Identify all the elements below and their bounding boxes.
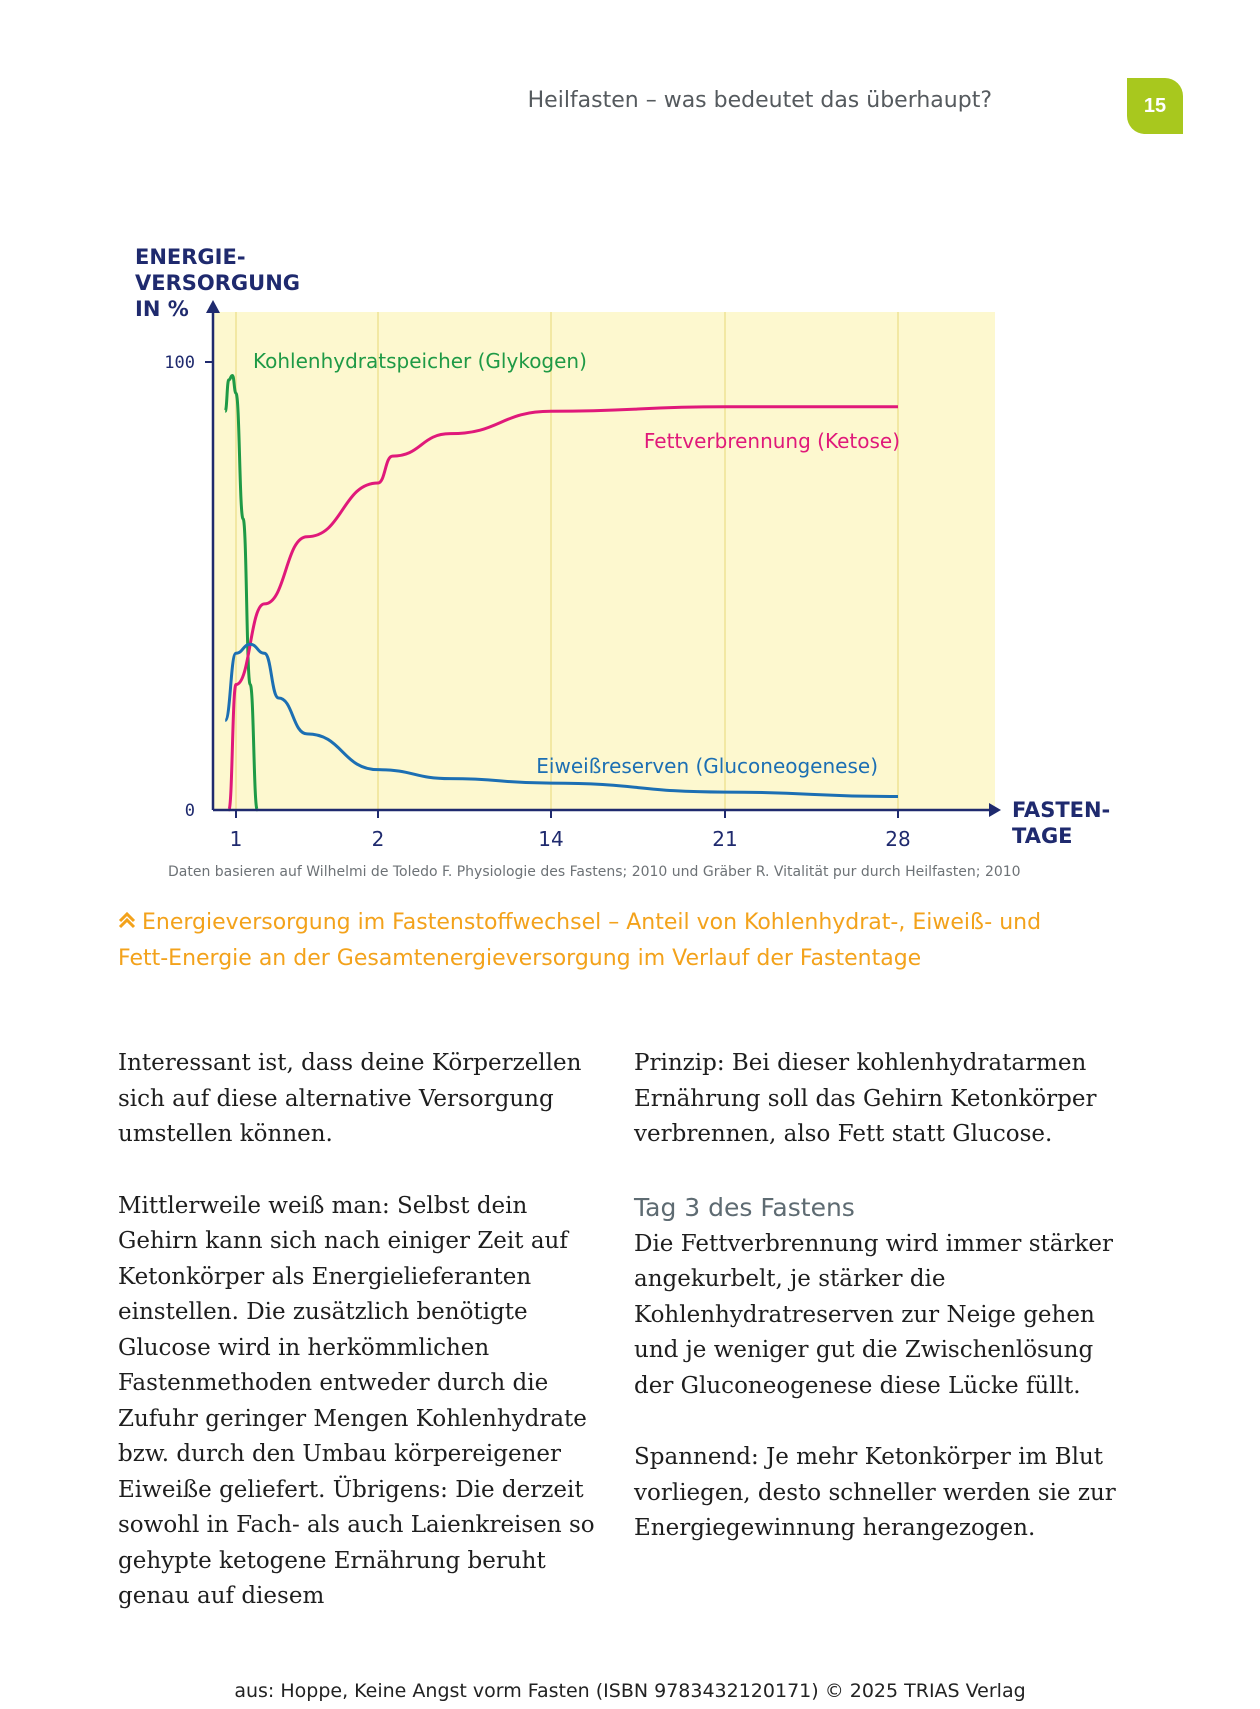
text-column-right bbox=[634, 1046, 1124, 1583]
caption-line-2: Fett-Energie an der Gesamtenergieversorgung im Verlauf der Fastentage bbox=[118, 946, 922, 971]
text-column-left bbox=[118, 1046, 608, 1651]
x-axis-label: TAGE bbox=[1012, 824, 1073, 848]
x-tick-label: 28 bbox=[885, 827, 911, 851]
y-axis-arrow-icon bbox=[206, 300, 220, 313]
caption-line-1: Energieversorgung im Fastenstoffwechsel – Anteil von Kohlenhydrat-, Eiweiß- und bbox=[142, 910, 1042, 935]
paragraph: Spannend: Je mehr Ketonkörper im Blut vorliegen, desto schneller werden sie zur Energiegewinnung herangezogen. bbox=[634, 1444, 1116, 1541]
paragraph: Prinzip: Bei dieser kohlenhydratarmen Ernährung soll das Gehirn Ketonkörper verbrennen, also Fett statt Glucose. bbox=[634, 1050, 1097, 1147]
source-note: Daten basieren auf Wilhelmi de Toledo F. Physiologie des Fastens; 2010 und Gräber R. Vitalität pur durch Heilfasten; 2010 bbox=[168, 864, 1021, 880]
x-tick-label: 1 bbox=[229, 827, 243, 851]
paragraph: Die Fettverbrennung wird immer stärker angekurbelt, je stärker die Kohlenhydratreserven zur Neige gehen und je weniger gut die Zwischenlösung der Gluconeogenese diese Lücke füllt. bbox=[634, 1230, 1113, 1399]
y-axis-label: ENERGIE- bbox=[135, 245, 246, 269]
plot-background bbox=[213, 312, 995, 810]
y-axis-label: IN % bbox=[135, 297, 189, 321]
x-tick-label: 2 bbox=[371, 827, 385, 851]
x-axis-label: FASTEN- bbox=[1012, 798, 1111, 822]
running-title: Heilfasten – was bedeutet das überhaupt? bbox=[527, 88, 992, 113]
page-number: 15 bbox=[1127, 78, 1183, 134]
series-label-glycogen: Kohlenhydratspeicher (Glykogen) bbox=[253, 349, 587, 373]
x-tick-label: 14 bbox=[538, 827, 564, 851]
series-label-protein: Eiweißreserven (Gluconeogenese) bbox=[536, 754, 878, 778]
x-tick-label: 21 bbox=[712, 827, 738, 851]
y-tick-label: 0 bbox=[184, 801, 195, 821]
section-heading: Tag 3 des Fastens bbox=[634, 1192, 855, 1222]
caret-up-icon bbox=[118, 905, 142, 941]
figure-caption bbox=[118, 905, 1078, 977]
series-label-ketosis: Fettverbrennung (Ketose) bbox=[643, 429, 900, 453]
y-tick-label: 100 bbox=[164, 353, 195, 373]
paragraph: Mittlerweile weiß man: Selbst dein Gehirn kann sich nach einiger Zeit auf Ketonkörper als Energielieferanten einstellen. Die zusätzlich benötigte Glucose wird in herkömmlichen Fastenmethoden entweder durch die Zufuhr geringer Mengen Kohlenhydrate bzw. durch den Umbau körpereigener Eiweiße geliefert. Übrigens: Die derzeit sowohl in Fach- als auch Laienkreisen so gehypte ketogene Ernährung beruht genau auf diesem bbox=[118, 1192, 595, 1609]
y-axis-label: VERSORGUNG bbox=[135, 271, 301, 295]
copyright-footer: aus: Hoppe, Keine Angst vorm Fasten (ISBN 9783432120171) © 2025 TRIAS Verlag bbox=[234, 1680, 1026, 1702]
paragraph: Interessant ist, dass deine Körperzellen sich auf diese alternative Versorgung umstellen können. bbox=[118, 1050, 582, 1147]
